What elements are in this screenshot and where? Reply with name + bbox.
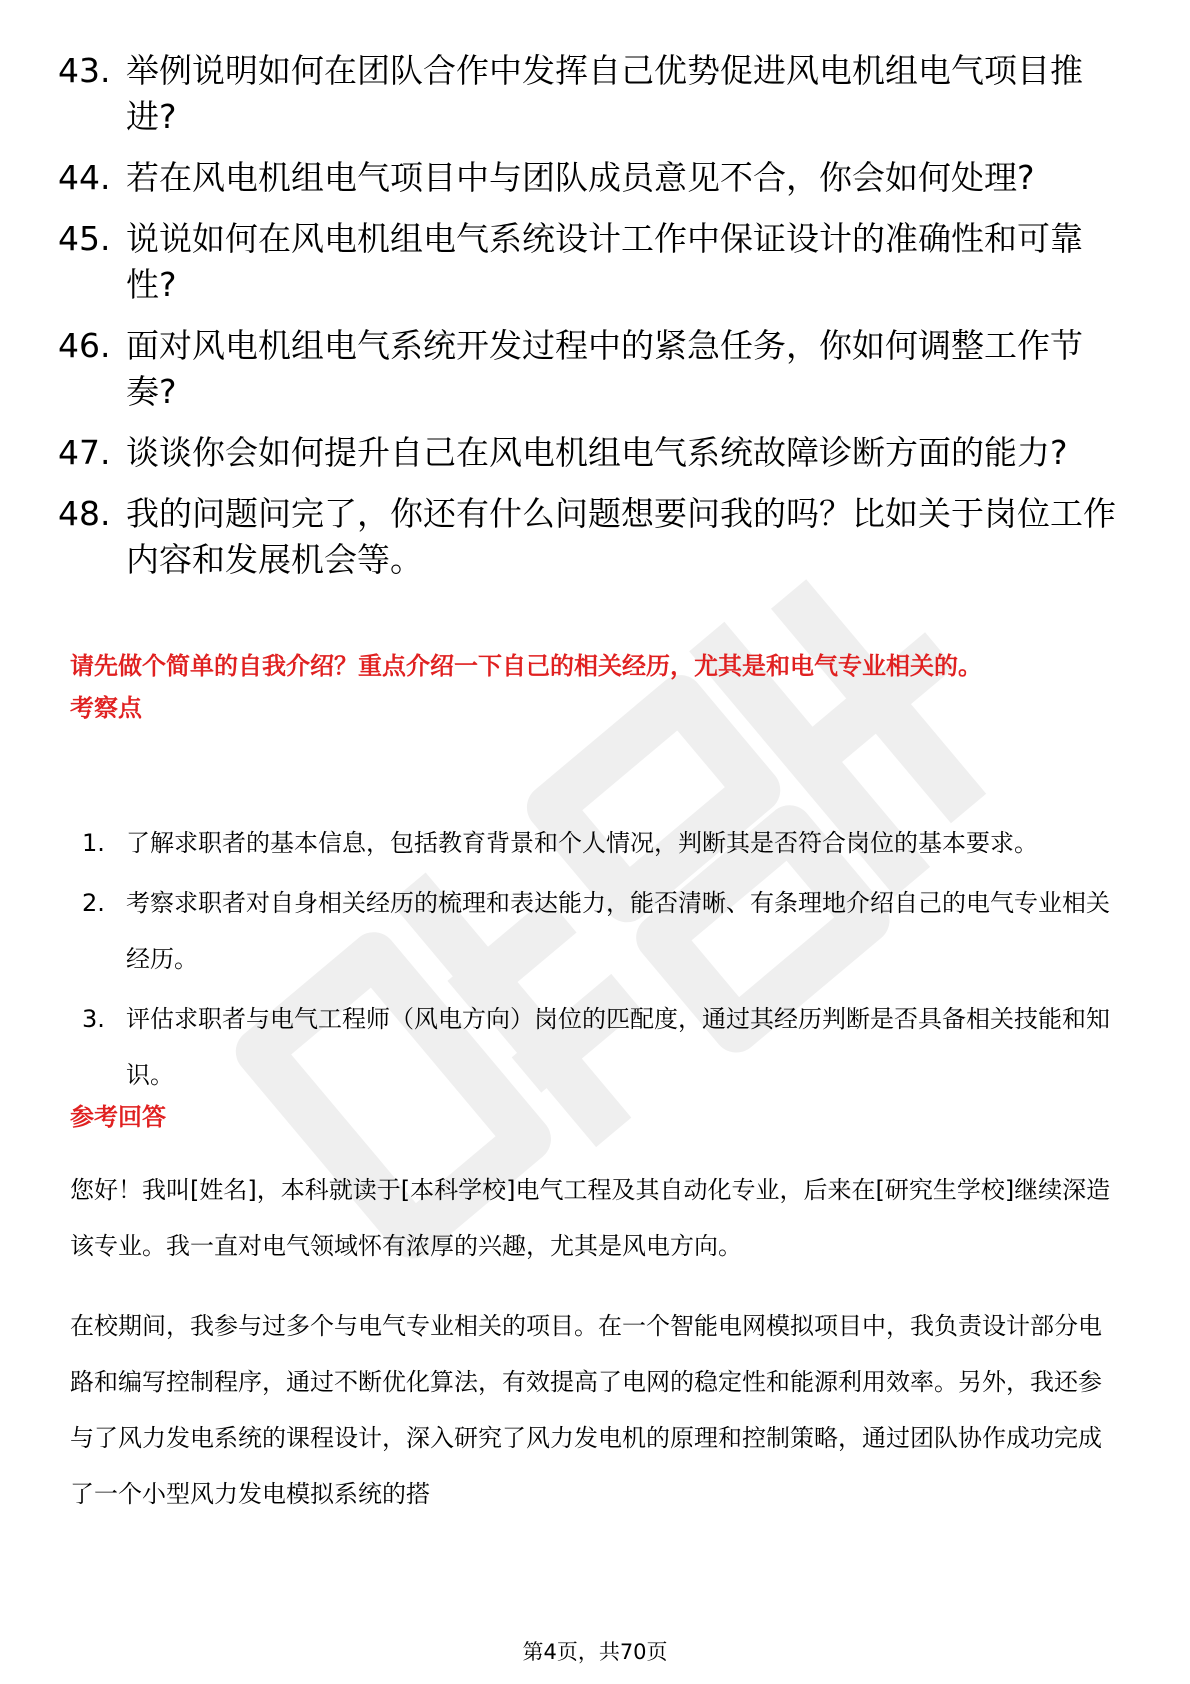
- exam-point-text: 考察求职者对自身相关经历的梳理和表达能力，能否清晰、有条理地介绍自己的电气专业相关经历。: [126, 889, 1110, 973]
- exam-point-item: [82, 815, 1122, 871]
- question-item: [58, 491, 1118, 583]
- question-item: [58, 48, 1118, 140]
- question-number: 48.: [58, 494, 111, 533]
- question-number: 45.: [58, 219, 111, 258]
- question-text: 面对风电机组电气系统开发过程中的紧急任务，你如何调整工作节奏?: [126, 326, 1083, 411]
- question-text: 我的问题问完了，你还有什么问题想要问我的吗？比如关于岗位工作内容和发展机会等。: [126, 494, 1116, 579]
- question-number: 46.: [58, 326, 111, 365]
- exam-point-text: 评估求职者与电气工程师（风电方向）岗位的匹配度，通过其经历判断是否具备相关技能和知识。: [126, 1005, 1110, 1089]
- exam-point-item: [82, 875, 1122, 987]
- answer-paragraph: 在校期间，我参与过多个与电气专业相关的项目。在一个智能电网模拟项目中，我负责设计部分电路和编写控制程序，通过不断优化算法，有效提高了电网的稳定性和能源利用效率。另外，我还参与了风力发电系统的课程设计，深入研究了风力发电机的原理和控制策略，通过团队协作成功完成了一个小型风力发电模拟系统的搭: [70, 1312, 1102, 1508]
- question-number: 47.: [58, 433, 111, 472]
- reference-answer-title: 参考回答: [70, 1103, 166, 1131]
- question-item: [58, 430, 1118, 476]
- exam-point-text: 了解求职者的基本信息，包括教育背景和个人情况，判断其是否符合岗位的基本要求。: [126, 829, 1038, 857]
- question-number: 44.: [58, 158, 111, 197]
- exam-point-item: [82, 991, 1122, 1103]
- question-item: [58, 155, 1118, 201]
- question-number: 43.: [58, 51, 111, 90]
- exam-point-number: 2.: [82, 889, 105, 917]
- interview-question-headline: 请先做个简单的自我介绍？重点介绍一下自己的相关经历，尤其是和电气专业相关的。: [70, 652, 982, 680]
- answer-paragraph: 您好！我叫[姓名]，本科就读于[本科学校]电气工程及其自动化专业，后来在[研究生学校]继续深造该专业。我一直对电气领域怀有浓厚的兴趣，尤其是风电方向。: [70, 1176, 1111, 1260]
- question-text: 若在风电机组电气项目中与团队成员意见不合，你会如何处理?: [126, 158, 1035, 197]
- exam-points-title: 考察点: [70, 694, 142, 722]
- exam-point-number: 3.: [82, 1005, 105, 1033]
- exam-points-list: [82, 815, 1122, 1107]
- exam-point-number: 1.: [82, 829, 105, 857]
- question-item: [58, 323, 1118, 415]
- question-list: [58, 48, 1118, 598]
- question-item: [58, 216, 1118, 308]
- question-text: 说说如何在风电机组电气系统设计工作中保证设计的准确性和可靠性?: [126, 219, 1083, 304]
- page-footer: 第4页，共70页: [522, 1640, 668, 1664]
- question-text: 举例说明如何在团队合作中发挥自己优势促进风电机组电气项目推进?: [126, 51, 1083, 136]
- question-text: 谈谈你会如何提升自己在风电机组电气系统故障诊断方面的能力?: [126, 433, 1068, 472]
